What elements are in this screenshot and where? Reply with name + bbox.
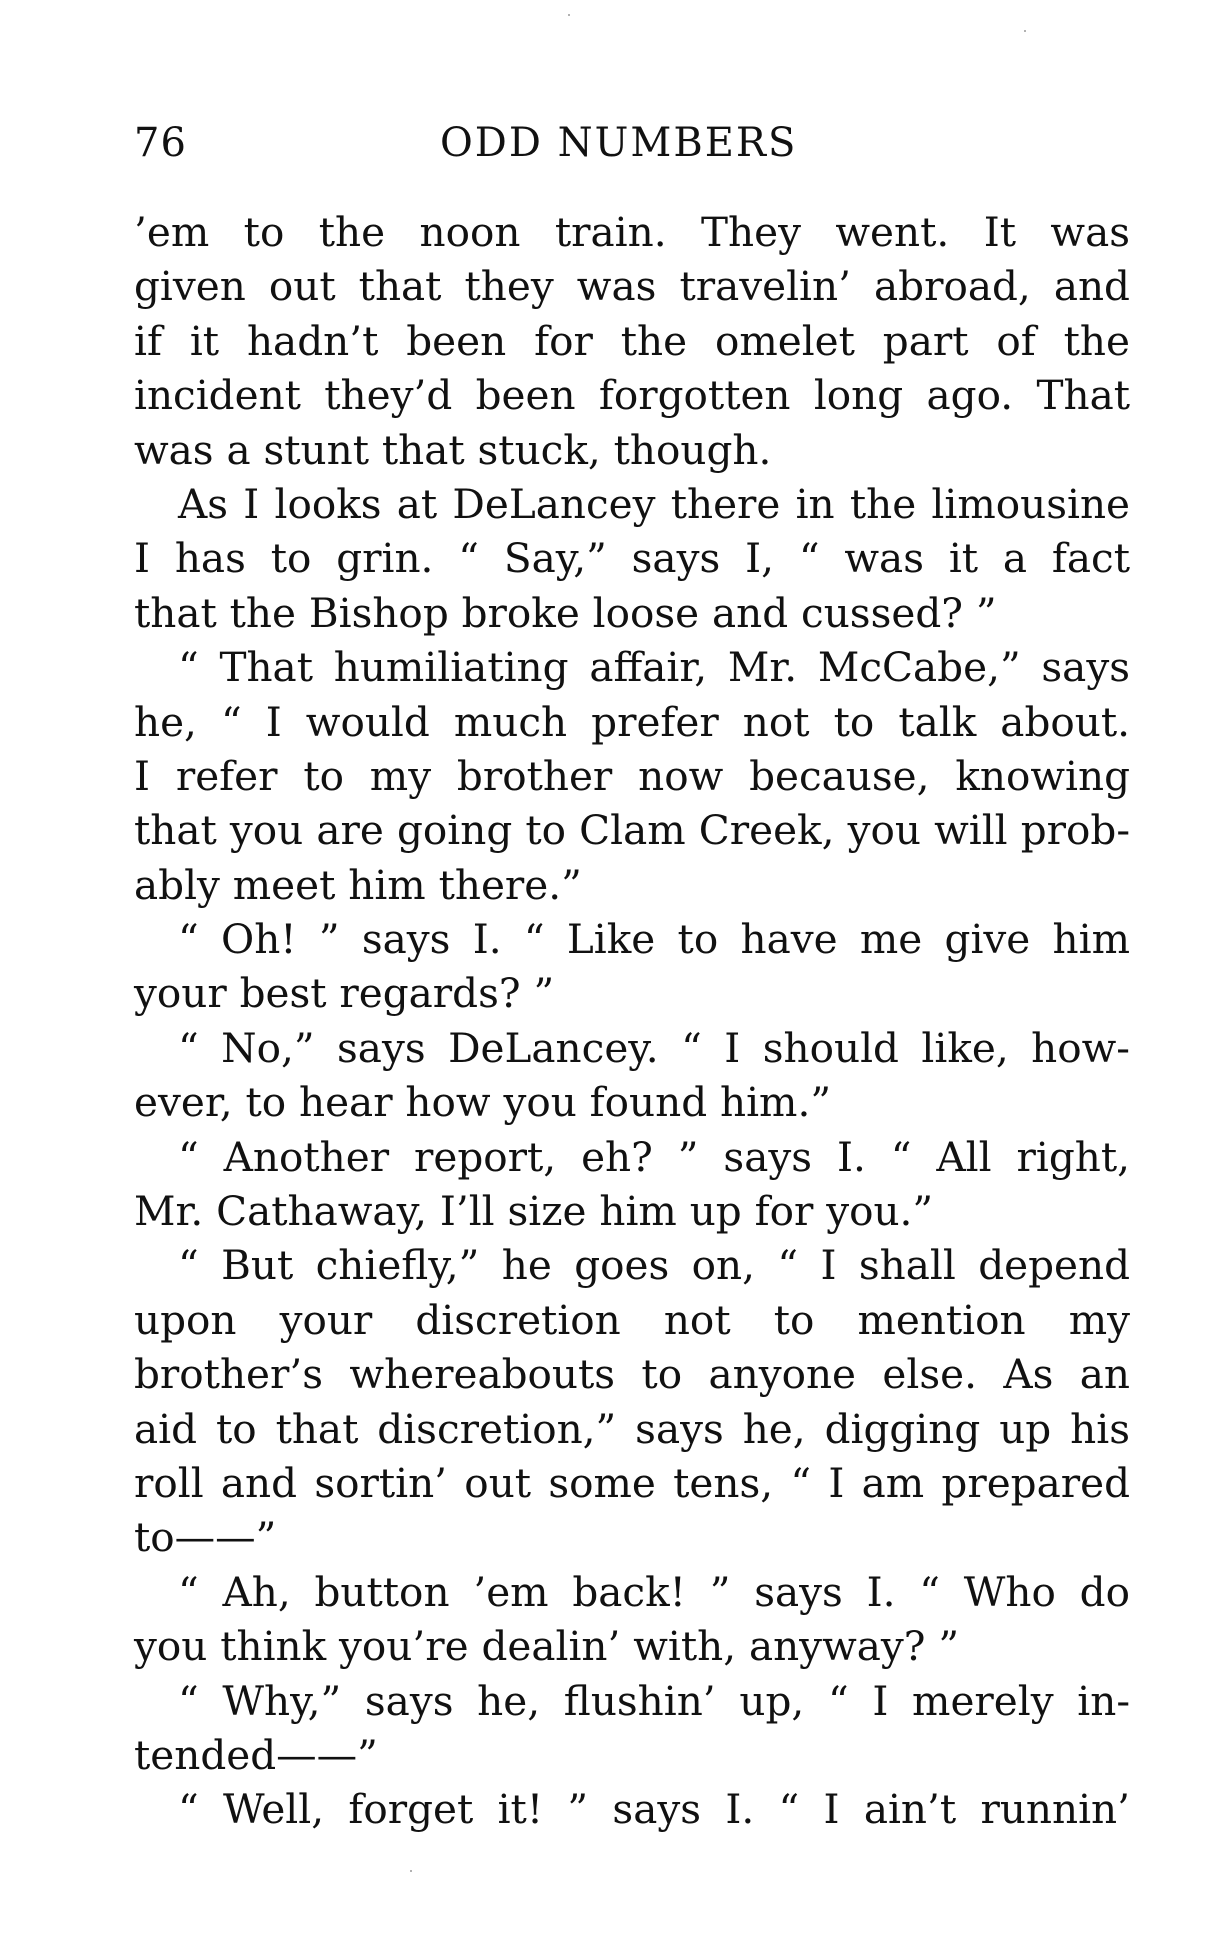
text-line: I refer to my brother now because, knowing [134,751,1130,800]
paper-speck [410,1870,412,1872]
text-line: to——” [134,1513,277,1562]
text-line: your best regards? ” [134,969,555,1018]
text-line: “ Well, forget it! ” says I. “ I ain’t runnin’ [178,1785,1130,1834]
text-line: “ Another report, eh? ” says I. “ All right, [178,1132,1130,1181]
text-line: that the Bishop broke loose and cussed? ” [134,588,997,637]
paper-speck [568,14,570,16]
running-head: ODD NUMBERS [440,120,798,166]
paper-speck [1024,30,1026,32]
text-line: As I looks at DeLancey there in the limousine [178,479,1130,528]
text-line: ably meet him there.” [134,860,582,909]
text-line: given out that they was travelin’ abroad, and [134,262,1130,311]
text-line: aid to that discretion,” says he, digging up his [134,1404,1130,1453]
text-line: Mr. Cathaway, I’ll size him up for you.” [134,1187,934,1236]
text-line: “ That humiliating affair, Mr. McCabe,” says [178,643,1130,692]
text-line: incident they’d been forgotten long ago. That [134,371,1130,420]
text-line: that you are going to Clam Creek, you will prob- [134,806,1130,855]
text-line: I has to grin. “ Say,” says I, “ was it a fact [134,534,1130,583]
text-line: he, “ I would much prefer not to talk about. [134,697,1130,746]
text-line: if it hadn’t been for the omelet part of the [134,316,1130,365]
text-line: roll and sortin’ out some tens, “ I am prepared [134,1458,1130,1507]
text-line: “ Why,” says he, flushin’ up, “ I merely in- [178,1676,1130,1725]
text-line: tended——” [134,1730,378,1779]
text-line: ’em to the noon train. They went. It was [134,208,1130,256]
text-line: brother’s whereabouts to anyone else. As an [134,1350,1130,1399]
body-text [134,205,1130,1837]
text-line: “ Oh! ” says I. “ Like to have me give him [178,915,1130,964]
text-line: upon your discretion not to mention my [134,1295,1130,1344]
page-header [134,120,1130,176]
text-line: “ But chiefly,” he goes on, “ I shall depend [178,1241,1130,1290]
text-line: you think you’re dealin’ with, anyway? ” [134,1622,960,1671]
page-number: 76 [134,120,187,166]
text-line: “ Ah, button ’em back! ” says I. “ Who do [178,1567,1130,1616]
text-line: ever, to hear how you found him.” [134,1078,832,1127]
text-line: “ No,” says DeLancey. “ I should like, how- [178,1023,1130,1072]
text-line: was a stunt that stuck, though. [134,425,772,474]
